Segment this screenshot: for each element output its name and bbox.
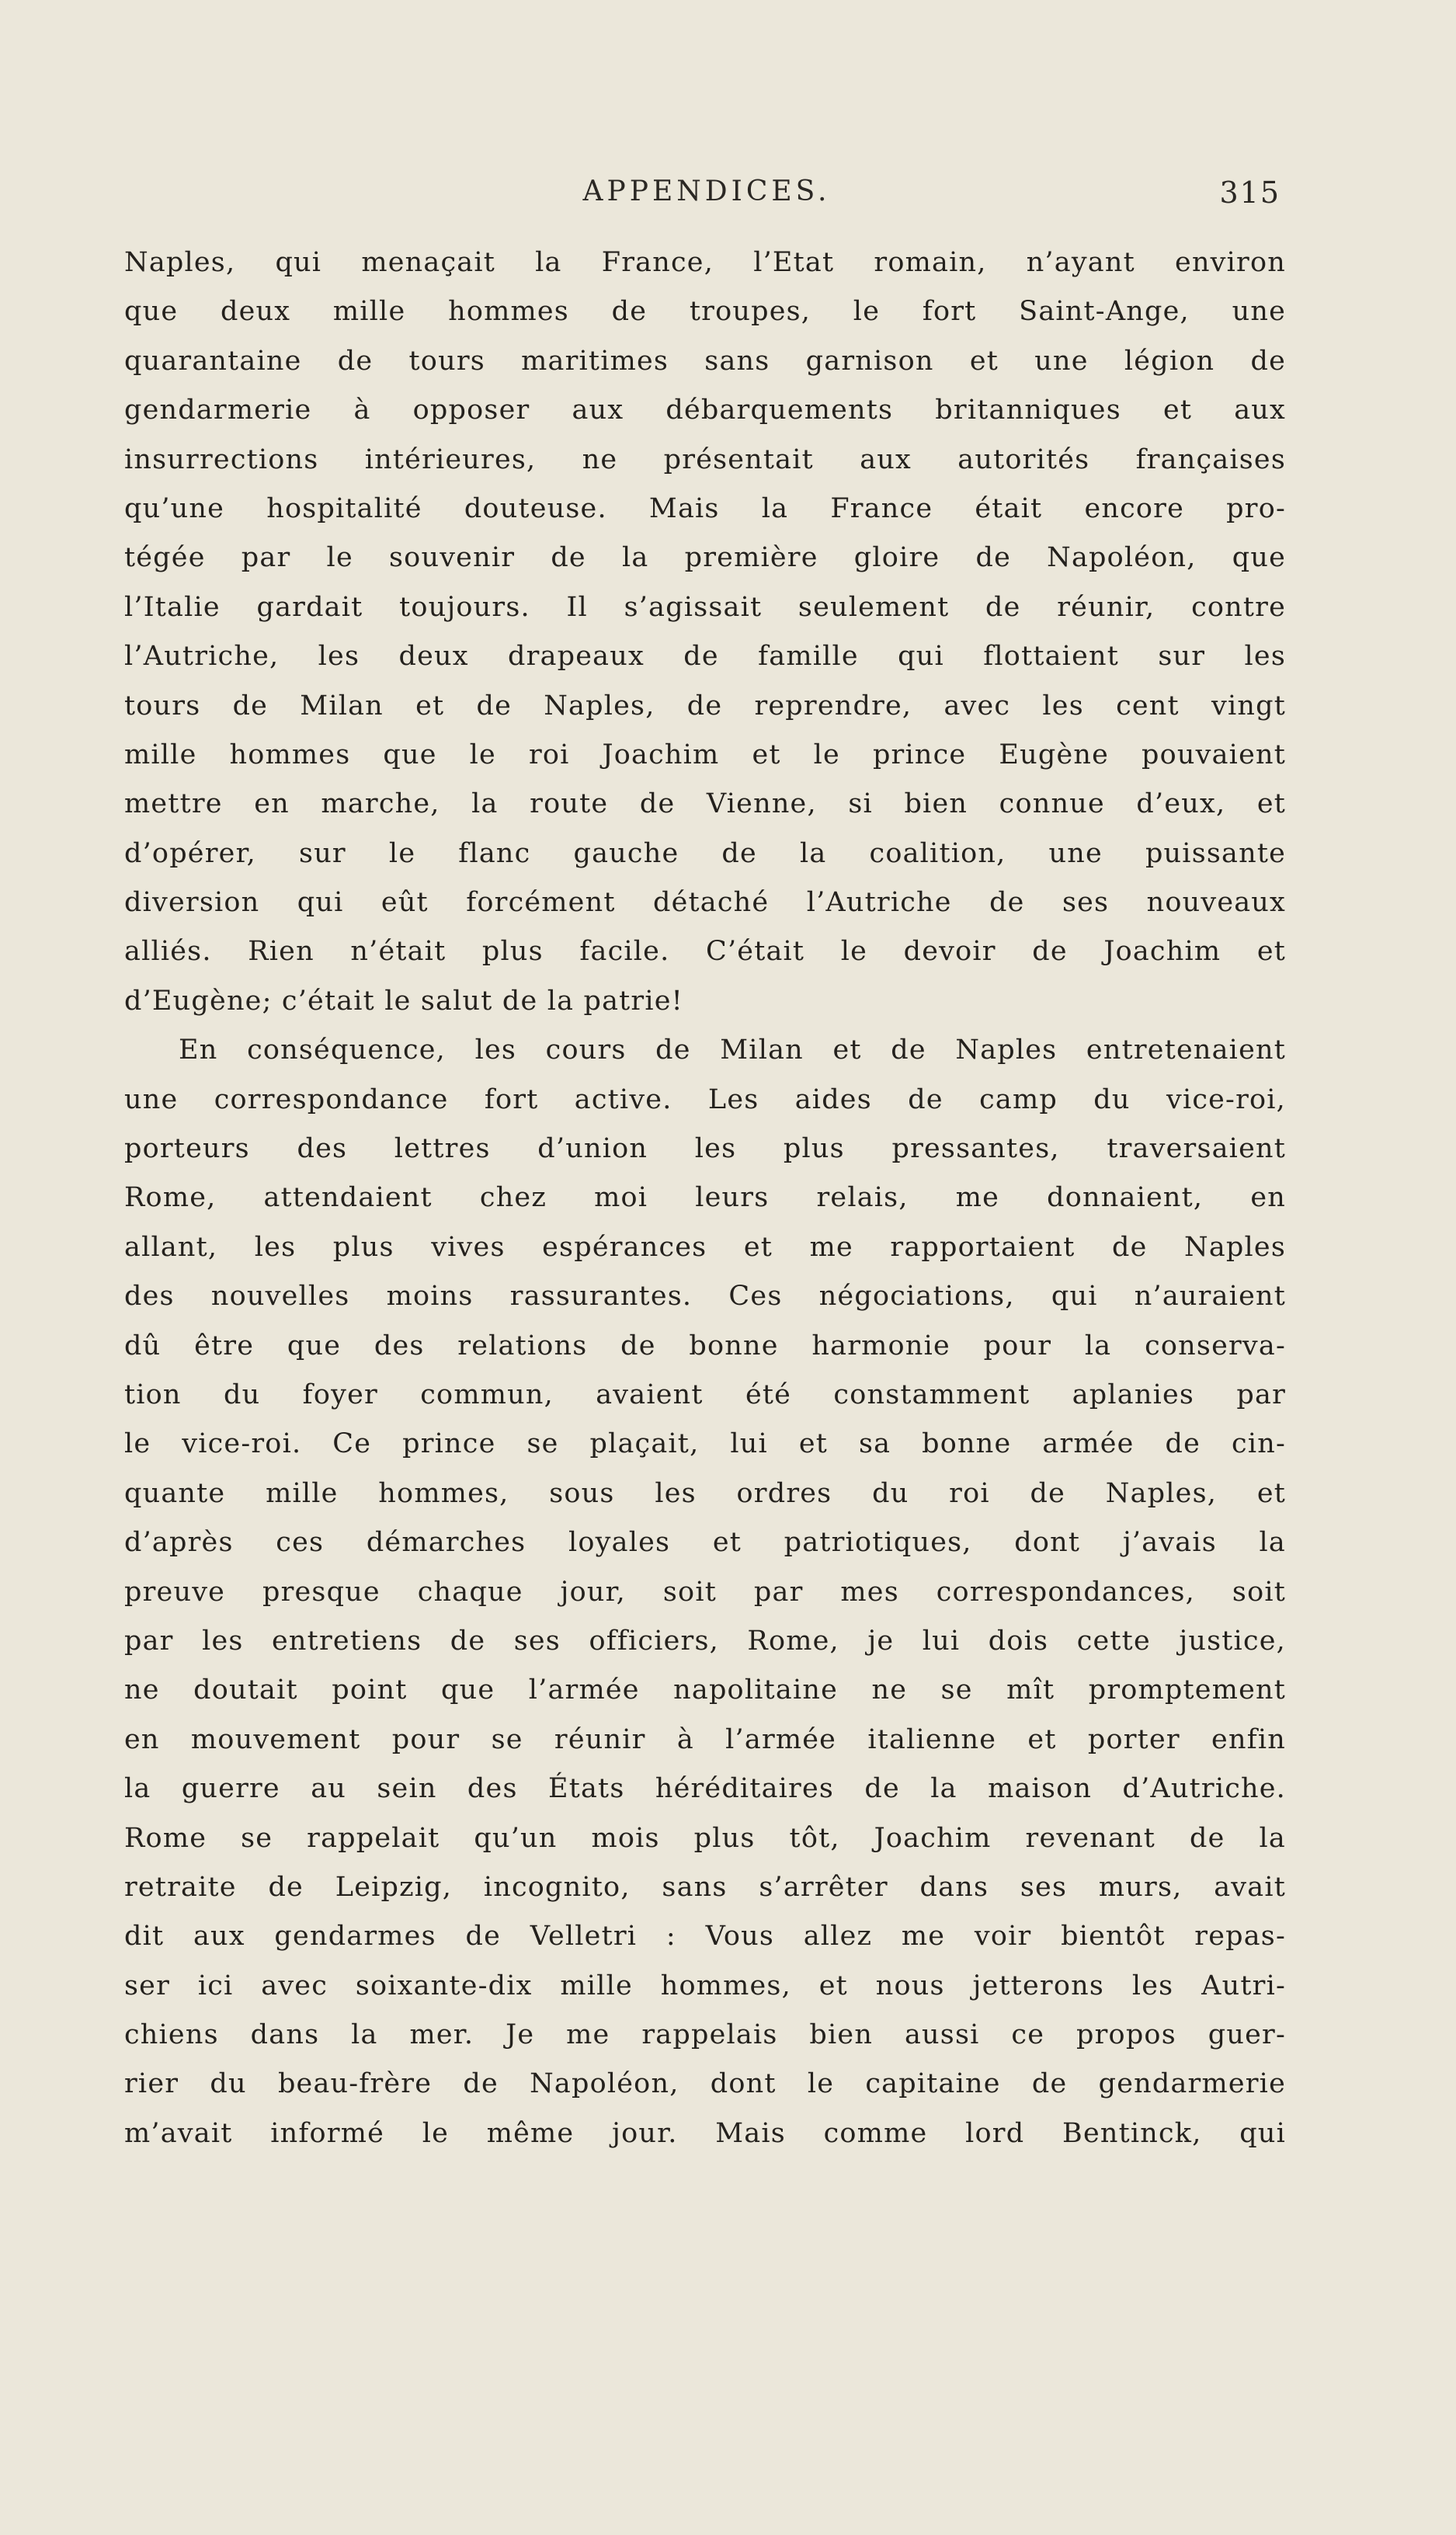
text-line: ne doutait point que l’armée napolitaine ne se mît promptement [124,1674,1286,1706]
text-line: la guerre au sein des États héréditaires de la maison d’Autriche. [124,1773,1286,1805]
text-line: rier du beau-frère de Napoléon, dont le capitaine de gendarmerie [124,2068,1286,2100]
text-line: allant, les plus vives espérances et me rapportaient de Naples [124,1231,1286,1263]
text-line: d’opérer, sur le flanc gauche de la coalition, une puissante [124,837,1286,869]
text-line: tion du foyer commun, avaient été constamment aplanies par [124,1379,1286,1410]
text-line: Rome, attendaient chez moi leurs relais, me donnaient, en [124,1182,1286,1214]
text-line: retraite de Leipzig, incognito, sans s’arrêter dans ses murs, avait [124,1871,1286,1903]
text-line: gendarmerie à opposer aux débarquements britanniques et aux [124,395,1286,426]
text-line [124,1962,1286,2011]
text-line: quante mille hommes, sous les ordres du roi de Naples, et [124,1477,1286,1509]
italic-quote: ser ici avec soixante-dix mille hommes, et nous jetterons les Autri- [124,1970,1286,2001]
text-line: l’Italie gardait toujours. Il s’agissait seulement de réunir, contre [124,591,1286,623]
text-line: preuve presque chaque jour, soit par mes correspondances, soit [124,1576,1286,1608]
text-run: dit aux gendarmes de Velletri : [124,1921,706,1953]
text-line: en mouvement pour se réunir à l’armée italienne et porter enfin [124,1723,1286,1755]
italic-quote: chiens dans la mer [124,2019,464,2051]
text-run: . Je me rappelais bien aussi ce propos guer- [464,2019,1286,2051]
text-line: dû être que des relations de bonne harmonie pour la conserva- [124,1330,1286,1361]
text-line: Naples, qui menaçait la France, l’Etat romain, n’ayant environ [124,247,1286,278]
text-line: porteurs des lettres d’union les plus pressantes, traversaient [124,1133,1286,1165]
text-line: m’avait informé le même jour. Mais comme lord Bentinck, qui [124,2117,1286,2149]
text-line: tours de Milan et de Naples, de reprendre, avec les cent vingt [124,690,1286,722]
text-line: quarantaine de tours maritimes sans garnison et une légion de [124,345,1286,377]
text-line: alliés. Rien n’était plus facile. C’était le devoir de Joachim et [124,936,1286,968]
text-line: des nouvelles moins rassurantes. Ces négociations, qui n’auraient [124,1281,1286,1313]
text-line: tégée par le souvenir de la première gloire de Napoléon, que [124,542,1286,574]
text-line: qu’une hospitalité douteuse. Mais la France était encore pro- [124,492,1286,524]
text-line [124,2011,1286,2060]
text-line: mille hommes que le roi Joachim et le prince Eugène pouvaient [124,739,1286,770]
text-line: mettre en marche, la route de Vienne, si bien connue d’eux, et [124,788,1286,820]
text-line: En conséquence, les cours de Milan et de Naples entretenaient [179,1035,1286,1066]
text-line: une correspondance fort active. Les aides de camp du vice-roi, [124,1083,1286,1115]
text-line: diversion qui eût forcément détaché l’Autriche de ses nouveaux [124,887,1286,919]
text-line: d’Eugène; c’était le salut de la patrie! [124,985,683,1017]
text-line: Rome se rappelait qu’un mois plus tôt, Joachim revenant de la [124,1822,1286,1854]
text-line [124,1912,1286,1961]
text-line: que deux mille hommes de troupes, le fort Saint-Ange, une [124,296,1286,328]
italic-quote: Vous allez me voir bientôt repas- [705,1921,1286,1953]
text-line: l’Autriche, les deux drapeaux de famille qui flottaient sur les [124,641,1286,673]
body-text [124,238,1286,2158]
text-line: par les entretiens de ses officiers, Rome, je lui dois cette justice, [124,1625,1286,1657]
text-line: le vice-roi. Ce prince se plaçait, lui et sa bonne armée de cin- [124,1428,1286,1460]
page-number: 315 [1219,176,1281,210]
running-header [124,176,1289,222]
running-title: APPENDICES. [582,176,831,207]
text-line: insurrections intérieures, ne présentait aux autorités françaises [124,443,1286,475]
text-line: d’après ces démarches loyales et patriotiques, dont j’avais la [124,1527,1286,1559]
